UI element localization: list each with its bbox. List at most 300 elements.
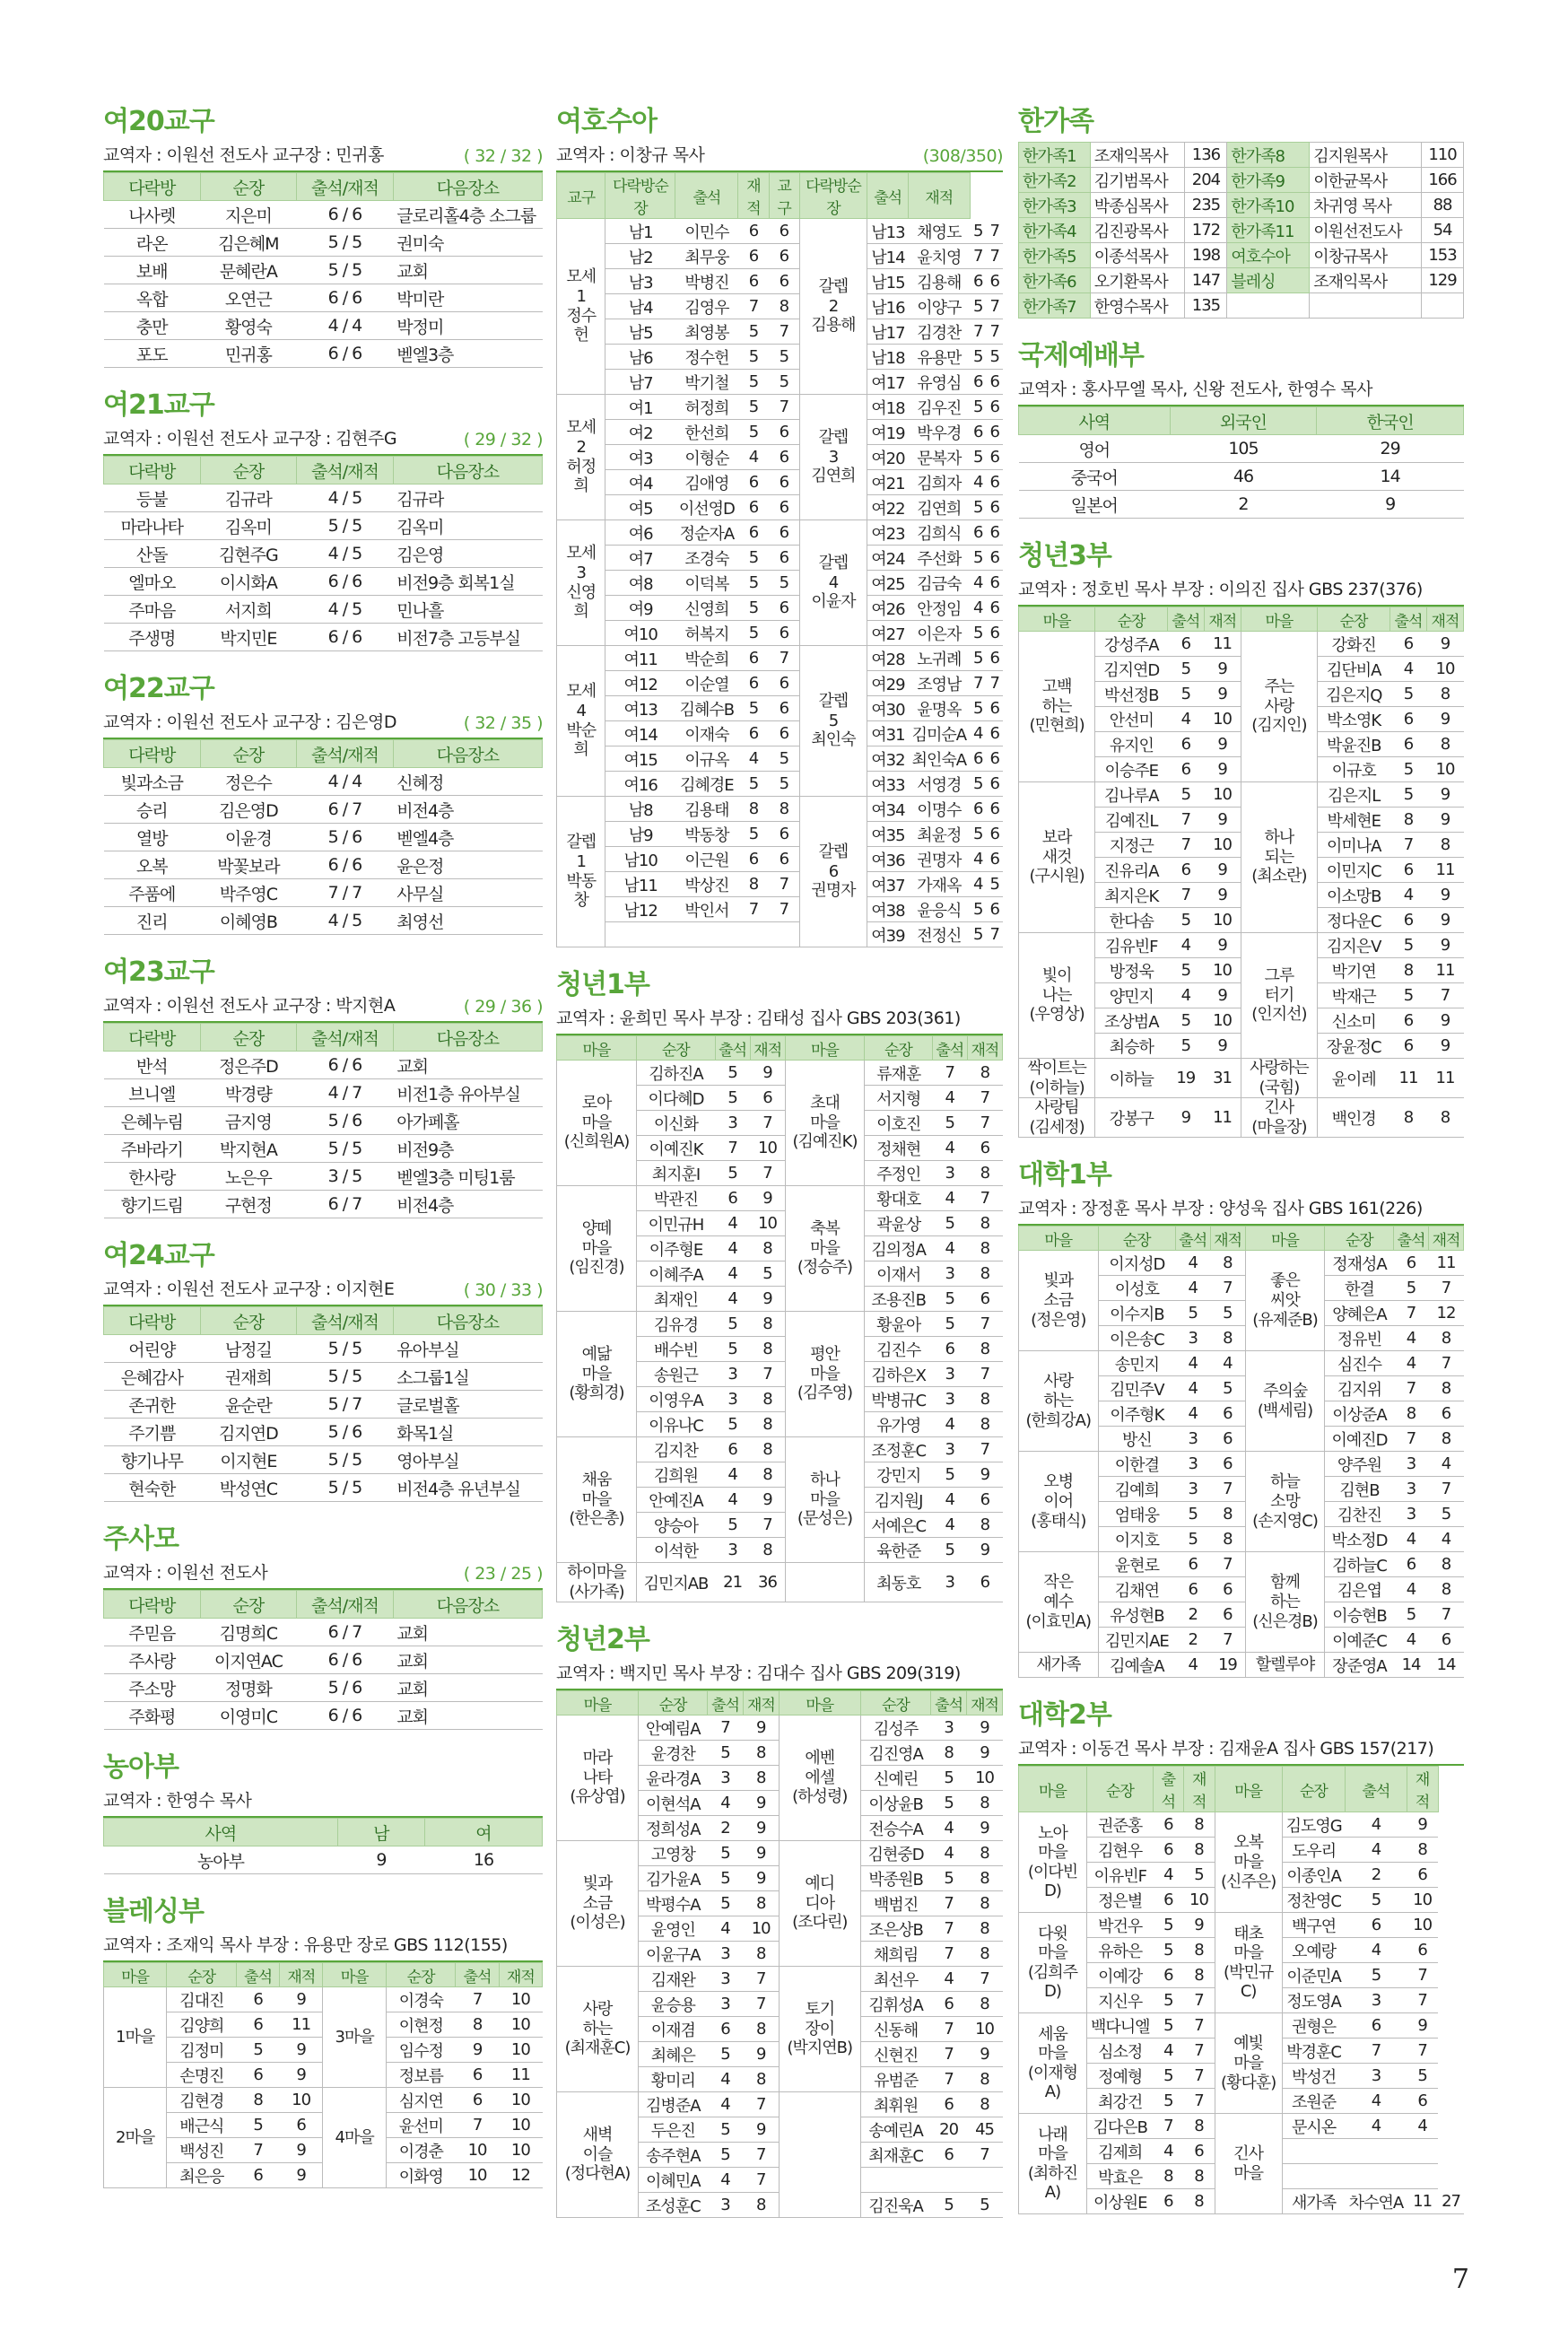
cell: 박동창 (675, 822, 738, 847)
cell: 5 (738, 319, 769, 345)
college2-title: 대학2부 (1018, 1699, 1111, 1732)
cell: 6 (1428, 1401, 1463, 1427)
cell: 유용만 (909, 345, 970, 370)
cell: 19 (1210, 1653, 1245, 1678)
cell: 4 (1346, 2114, 1407, 2139)
cell (1407, 2164, 1438, 2189)
cell: 6 (1346, 1913, 1407, 1938)
cell: 6 (1154, 1812, 1184, 1838)
column-header: 출석 (1346, 1767, 1407, 1812)
cell: 8 (236, 2088, 279, 2113)
column-header: 사역 (104, 1819, 338, 1846)
cell: 5 (1154, 1938, 1184, 1963)
group-label: 갈렙 6 권명자 (799, 797, 867, 947)
cell: 5 (236, 2113, 279, 2138)
cell: 농아부 (104, 1846, 338, 1874)
group-label: 태초 마을 (박민규C) (1215, 1913, 1282, 2013)
cell: 6 / 7 (297, 1191, 394, 1218)
cell (1282, 2164, 1346, 2189)
cell: 9 (1426, 1034, 1463, 1059)
cell: 오복 (104, 851, 201, 879)
group-label: 갈렙 1 박동창 (557, 797, 605, 947)
group-label: 오병 이어 (홍태식) (1019, 1452, 1099, 1552)
header-row (1019, 1227, 1464, 1251)
cell: 6 (1210, 1401, 1245, 1427)
cell: 5 (769, 772, 799, 797)
cell: 비전4층 (393, 796, 542, 824)
cell: 2 (1175, 1602, 1210, 1628)
group-label: 다윗 마을 (김희주D) (1019, 1913, 1087, 2013)
group-label: 로아 마을 (신희원A) (557, 1061, 637, 1186)
header-row (104, 173, 543, 201)
column-header: 순장 (1325, 1227, 1394, 1251)
column-header: 다음장소 (393, 1307, 542, 1335)
cell: 이윤구A (639, 1942, 708, 1967)
column-header: 재적 (738, 173, 769, 219)
table-row (1019, 1552, 1464, 1577)
cell: 6 (970, 797, 986, 822)
cell: 여36 (867, 847, 909, 872)
cell: 9 (1204, 883, 1241, 908)
cell: 8 (750, 1312, 785, 1337)
district-4-info (103, 1276, 543, 1306)
cell: 129 (1422, 268, 1464, 293)
cell: 김지원J (865, 1488, 933, 1513)
cell: 8 (967, 1262, 1002, 1287)
header-row (557, 173, 1004, 219)
cell: 3 (715, 1387, 750, 1412)
column-header: 마을 (1019, 1767, 1087, 1812)
column-header: 남 (337, 1819, 424, 1846)
cell: 이한결 (1098, 1452, 1175, 1477)
cell: 9 (967, 1462, 1002, 1488)
cell: 9 (967, 1716, 1003, 1741)
table-row (557, 596, 1004, 621)
cell: 김예희 (1098, 1477, 1175, 1502)
column-header: 재적 (1183, 1767, 1215, 1812)
cell: 4 (1346, 1838, 1407, 1863)
cell: 김민지AB (636, 1563, 715, 1602)
cell: 도우리 (1282, 1838, 1346, 1863)
youth2-info (556, 1660, 1003, 1690)
group-label: 3마을 (323, 1987, 386, 2088)
header-row (104, 1819, 543, 1846)
cell: 주믿음 (104, 1619, 201, 1646)
column-header: 순장 (200, 173, 297, 201)
cell: 7 (769, 872, 799, 897)
cell: 라온 (104, 229, 201, 257)
cell: 6 (750, 1086, 785, 1111)
table-row (104, 284, 543, 312)
cell: 최무웅 (675, 244, 738, 269)
cell: 이덕복 (675, 571, 738, 596)
cell: 양민지 (1095, 983, 1168, 1008)
cell: 7 (743, 1967, 779, 1992)
cell: 5 (738, 420, 769, 445)
cell: 6 (1389, 1008, 1426, 1034)
cell: 6 (987, 646, 1004, 671)
table-row (104, 851, 543, 879)
column-header: 다음장소 (393, 457, 542, 485)
cell: 김하늘C (1325, 1552, 1394, 1577)
cell: 8 (1389, 958, 1426, 983)
table-row (557, 370, 1004, 395)
cell: 7 (708, 1716, 744, 1741)
cell: 4 (1210, 1351, 1245, 1376)
cell: 6 (1389, 908, 1426, 933)
cell: 7 (1183, 1988, 1215, 2013)
cell: 최지훈I (636, 1161, 715, 1186)
column-header: 출석 (1389, 607, 1426, 632)
cell: 금지영 (200, 1107, 297, 1135)
cell: 조재익목사 (1310, 268, 1422, 293)
cell: 9 (280, 2063, 323, 2088)
cell: 비전7층 고등부실 (393, 624, 542, 651)
district-0-section (103, 99, 543, 368)
district-5-section (103, 1516, 543, 1730)
cell: 7 (236, 2138, 279, 2163)
cell: 5 (708, 1866, 744, 1891)
cell: 7 (1183, 2039, 1215, 2064)
cell: 2 (1346, 1863, 1407, 1888)
table-row (104, 340, 543, 368)
cell: 6 / 6 (297, 340, 394, 368)
column-header: 마을 (1241, 607, 1317, 632)
group-label (785, 1563, 864, 1602)
header-row (104, 1024, 543, 1052)
group-label: 양떼 마을 (임진경) (557, 1186, 637, 1312)
cell: 5 (932, 1312, 967, 1337)
cell: 김은영 (393, 540, 542, 568)
cell: 이영미C (200, 1702, 297, 1730)
cell: 이민규H (636, 1211, 715, 1236)
cell: 9 (1426, 782, 1463, 808)
cell: 4 (931, 1841, 967, 1866)
cell: 여10 (605, 621, 675, 646)
group-label: 빛과 소금 (정은영) (1019, 1251, 1099, 1351)
cell: 5 (1167, 1008, 1204, 1034)
cell: 남14 (867, 244, 909, 269)
cell: 김기범목사 (1090, 168, 1185, 193)
cell: 백인경 (1318, 1098, 1390, 1138)
group-label: 4마을 (323, 2088, 386, 2188)
youth3-staff: 교역자 : 정호빈 목사 부장 : 이의진 집사 GBS 237(376) (1018, 580, 1423, 599)
cell: 3 (932, 1362, 967, 1387)
cell: 5 / 5 (297, 1446, 394, 1474)
cell: 이은자 (909, 621, 970, 646)
cell: 3 (708, 1992, 744, 2017)
cell: 172 (1185, 218, 1227, 243)
cell: 강화진 (1318, 632, 1390, 657)
cell: 5 / 7 (297, 1391, 394, 1419)
college1-section (1018, 1152, 1464, 1678)
column-header: 출석 (931, 1691, 967, 1716)
cell: 권준홍 (1086, 1812, 1153, 1838)
group-label: 갈렙 2 김용해 (799, 219, 867, 395)
table-row (557, 546, 1004, 571)
cell: 6 (987, 470, 1004, 495)
group-label: 빛이 나는 (우영상) (1019, 933, 1095, 1059)
college2-table (1018, 1766, 1464, 2214)
college2-staff: 교역자 : 이동건 목사 부장 : 김재윤A 집사 GBS 157(217) (1018, 1739, 1434, 1759)
cell: 5 (1167, 682, 1204, 707)
cell: 6 (708, 2017, 744, 2042)
intl-title: 국제예배부 (1018, 340, 1144, 371)
left-column (103, 99, 543, 2203)
column-header: 순장 (386, 1963, 456, 1987)
cell: 7 (1167, 833, 1204, 858)
cell: 7 (1210, 1276, 1245, 1301)
cell: 5 (738, 596, 769, 621)
cell: 최지은K (1095, 883, 1168, 908)
cell: 박인서 (675, 897, 738, 922)
cell: 6 (931, 2143, 967, 2168)
column-header: 순장 (200, 740, 297, 768)
cell: 21 (715, 1563, 750, 1602)
cell (967, 2168, 1003, 2193)
column-header: 재적 (1426, 607, 1463, 632)
table-row (1019, 243, 1464, 268)
group-label: 새벽 이슬 (정다현A) (557, 2092, 639, 2218)
cell: 7 (931, 2042, 967, 2067)
cell: 임수정 (386, 2038, 456, 2063)
cell: 8 (967, 2067, 1003, 2092)
cell: 6 (738, 646, 769, 671)
cell: 9 (456, 2038, 499, 2063)
cell: 6 (1154, 1888, 1184, 1913)
cell: 정은주D (200, 1052, 297, 1079)
cell: 정유빈 (1325, 1326, 1394, 1351)
cell: 5 (715, 1513, 750, 1538)
cell: 5 (1407, 2064, 1438, 2089)
cell: 7 (1426, 983, 1463, 1008)
cell: 9 (1426, 808, 1463, 833)
cell: 8 (1210, 1326, 1245, 1351)
cell: 5 (1428, 1502, 1463, 1527)
cell: 9 (750, 1287, 785, 1312)
cell: 8 (769, 797, 799, 822)
cell: 박병규C (865, 1387, 933, 1412)
cell: 김지은V (1318, 933, 1390, 958)
cell: 5 (1175, 1527, 1210, 1552)
cell: 글로벌홀 (393, 1391, 542, 1419)
cell: 5 (967, 2193, 1003, 2218)
cell: 여12 (605, 671, 675, 696)
cell: 10 (456, 2138, 499, 2163)
cell: 향기드림 (104, 1191, 201, 1218)
cell: 7 (932, 1061, 967, 1086)
cell: 7 (931, 2067, 967, 2092)
cell: 8 (967, 1161, 1002, 1186)
cell: 여20 (867, 445, 909, 470)
cell: 여4 (605, 470, 675, 495)
cell: 반석 (104, 1052, 201, 1079)
cell: 9 (1407, 1812, 1438, 1838)
cell: 6 (1210, 1452, 1245, 1477)
cell: 6 (738, 244, 769, 269)
cell: 양혜은A (1325, 1301, 1394, 1326)
column-header: 출석/재적 (297, 173, 394, 201)
cell: 8 (1428, 1427, 1463, 1452)
intl-table (1018, 406, 1464, 519)
cell: 방신 (1098, 1427, 1175, 1452)
cell: 장윤정C (1318, 1034, 1390, 1059)
cell: 8 (1426, 1098, 1463, 1138)
cell: 김가윤A (639, 1866, 708, 1891)
cell: 여23 (867, 520, 909, 546)
group-label: 초대 마을 (김예진K) (785, 1061, 864, 1186)
cell: 한선희 (675, 420, 738, 445)
cell: 한결 (1325, 1276, 1394, 1301)
group-label (779, 2092, 860, 2218)
cell: 8 (967, 1337, 1002, 1362)
cell: 김희자 (909, 470, 970, 495)
cell: 여27 (867, 621, 909, 646)
table-row (104, 768, 543, 796)
cell: 7 (743, 1992, 779, 2017)
cell: 벧엘4층 (393, 824, 542, 851)
cell: 7 (1210, 1477, 1245, 1502)
cell: 6 (1407, 1863, 1438, 1888)
cell: 5 (769, 345, 799, 370)
cell: 향기나무 (104, 1446, 201, 1474)
cell: 여7 (605, 546, 675, 571)
cell: 9 (1407, 2013, 1438, 2039)
cell: 7 (1167, 808, 1204, 833)
cell: 존귀한 (104, 1391, 201, 1419)
cell: 윤이레 (1318, 1059, 1390, 1098)
column-header: 재적 (967, 1691, 1003, 1716)
cell: 5 (715, 1161, 750, 1186)
cell: 3 (932, 1161, 967, 1186)
cell: 이명수 (909, 797, 970, 822)
cell: 5 (970, 546, 986, 571)
cell: 6 (1167, 632, 1204, 657)
cell: 여9 (605, 596, 675, 621)
cell: 여33 (867, 772, 909, 797)
cell: 6 (1183, 2139, 1215, 2164)
column-header: 출석/재적 (297, 1591, 394, 1619)
cell: 옥합 (104, 284, 201, 312)
cell: 5 (931, 1766, 967, 1791)
cell: 4 (1346, 1938, 1407, 1963)
cell: 어린양 (104, 1335, 201, 1363)
cell: 3 (932, 1262, 967, 1287)
cell: 황미리 (639, 2067, 708, 2092)
cell: 9 (337, 1846, 424, 1874)
cell: 김애영 (675, 470, 738, 495)
cell: 정예형 (1086, 2064, 1153, 2089)
cell: 6 (1210, 1427, 1245, 1452)
column-header: 출석 (1175, 1227, 1210, 1251)
cell: 8 (456, 2012, 499, 2038)
cell: 11 (1426, 858, 1463, 883)
cell: 7 (967, 1086, 1002, 1111)
cell: 5 (970, 621, 986, 646)
cell: 5 (708, 2042, 744, 2067)
cell: 8 (750, 1412, 785, 1437)
cell: 10 (750, 1136, 785, 1161)
column-header: 출석 (867, 173, 909, 219)
cell: 여5 (605, 495, 675, 520)
cell: 여호수아 (1227, 243, 1310, 268)
cell: 여6 (605, 520, 675, 546)
group-label: 세움 마을 (이재형A) (1019, 2013, 1087, 2114)
cell: 8 (743, 2067, 779, 2092)
yeohosua-title: 여호수아 (556, 106, 657, 137)
cell: 박지현A (200, 1135, 297, 1163)
cell: 7 (1183, 2064, 1215, 2089)
table-row (104, 1419, 543, 1446)
cell: 6 (769, 596, 799, 621)
cell: 7 (1183, 2089, 1215, 2114)
table-row (104, 512, 543, 540)
cell: 한가족10 (1227, 193, 1310, 218)
cell: 14 (1428, 1653, 1463, 1678)
cell: 11 (1204, 1098, 1241, 1138)
cell: 주사랑 (104, 1646, 201, 1674)
cell: 김정미 (167, 2038, 237, 2063)
cell: 권명자 (909, 847, 970, 872)
cell: 김규라 (200, 485, 297, 512)
cell: 여38 (867, 897, 909, 922)
column-header: 마을 (557, 1691, 639, 1716)
cell: 3 (1394, 1502, 1429, 1527)
cell: 3 / 5 (297, 1163, 394, 1191)
cell: 이순열 (675, 671, 738, 696)
cell: 이화영 (386, 2163, 456, 2188)
group-label: 예디 디아 (조다린) (779, 1841, 860, 1967)
cell: 9 (1426, 908, 1463, 933)
cell: 2 (1175, 1628, 1210, 1653)
youth1-title: 청년1부 (556, 969, 649, 1000)
cell: 여31 (867, 721, 909, 746)
cell: 6 (715, 1186, 750, 1211)
cell: 6 (987, 847, 1004, 872)
cell: 7 (750, 1161, 785, 1186)
cell: 김대진 (167, 1987, 237, 2012)
cell: 윤선미 (386, 2113, 456, 2138)
column-header: 재적 (750, 1036, 785, 1061)
table-row (104, 1079, 543, 1107)
cell: 7 (931, 1891, 967, 1916)
cell: 김의정A (865, 1236, 933, 1262)
cell: 5 / 6 (297, 1419, 394, 1446)
cell: 남15 (867, 269, 909, 294)
cell: 4 (715, 1488, 750, 1513)
cell: 8 (750, 1437, 785, 1462)
cell: 8 (967, 2092, 1003, 2117)
cell: 4 (715, 1236, 750, 1262)
cell: 강성주A (1095, 632, 1168, 657)
cell: 9 (1426, 707, 1463, 732)
cell: 이예진D (1325, 1427, 1394, 1452)
table-row (557, 1061, 1003, 1086)
group-label: 모세 2 허정희 (557, 395, 605, 520)
group-label: 함께 하는 (신은경B) (1245, 1552, 1325, 1653)
cell: 6 (987, 370, 1004, 395)
table-row (557, 269, 1004, 294)
cell: 이은송C (1098, 1326, 1175, 1351)
cell: 이근원 (675, 847, 738, 872)
cell: 7 (967, 1967, 1003, 1992)
cell: 오기환목사 (1090, 268, 1185, 293)
cell: 11 (280, 2012, 323, 2038)
table-row (557, 822, 1004, 847)
cell: 여16 (605, 772, 675, 797)
column-header: 다음장소 (393, 1024, 542, 1052)
district-1-staff: 교역자 : 이원선 전도사 교구장 : 김현주G (103, 429, 397, 449)
